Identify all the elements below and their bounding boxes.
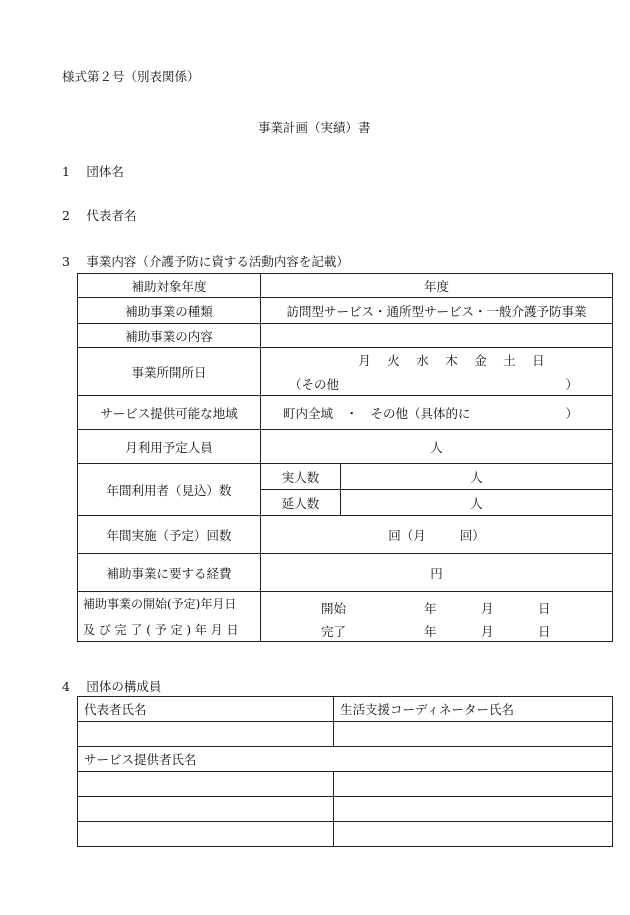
provider-name-field[interactable]: [78, 772, 334, 797]
representative-name-field[interactable]: [78, 722, 334, 747]
period-field[interactable]: [261, 592, 613, 642]
table-row: [78, 797, 613, 822]
provider-name-field[interactable]: [334, 797, 613, 822]
form-id: 様式第２号（別表関係）: [62, 69, 200, 84]
end-day: 日: [538, 623, 551, 639]
target-year-label: 補助対象年度: [78, 274, 261, 298]
section-representative-name: 2 代表者名: [62, 208, 137, 223]
representative-name-label: 代表者氏名: [78, 697, 334, 722]
section-members: 4 団体の構成員: [62, 679, 162, 694]
project-content-label: 補助事業の内容: [78, 324, 261, 348]
service-area-value: 町内全域 ・ その他（具体的に: [283, 405, 471, 421]
total-count-label: 延人数: [261, 490, 341, 516]
members-table: [77, 696, 613, 847]
start-day: 日: [538, 600, 551, 616]
monthly-users-field[interactable]: 人: [261, 430, 613, 464]
period-label-end: 及 び 完 了 ( 予 定 ) 年 月 日: [83, 623, 239, 637]
project-content-field[interactable]: [261, 324, 613, 348]
section-organization-name: 1 団体名: [62, 164, 124, 179]
target-year-value: 年度: [261, 274, 613, 298]
annual-sessions-label: 年間実施（予定）回数: [78, 516, 261, 554]
cost-label: 補助事業に要する経費: [78, 554, 261, 592]
provider-name-field[interactable]: [334, 822, 613, 847]
start-year: 年: [424, 600, 437, 616]
actual-count-row: [78, 464, 613, 490]
start-label: 開始: [321, 600, 347, 616]
section-project-content: 3 事業内容（介護予防に資する活動内容を記載）: [62, 254, 349, 269]
open-days-weekdays: 月 火 水 木 金 土 日: [358, 352, 545, 368]
open-days-row: [78, 348, 613, 396]
open-days-other-label: （その他: [289, 376, 340, 392]
coordinator-name-label: 生活支援コーディネーター氏名: [334, 697, 613, 722]
service-area-field[interactable]: [261, 396, 613, 430]
cost-field[interactable]: 円: [261, 554, 613, 592]
table-row: [78, 822, 613, 847]
project-content-row: [78, 324, 613, 348]
provider-name-field[interactable]: [78, 822, 334, 847]
annual-sessions-value: 回（月: [388, 527, 426, 543]
service-area-label: サービス提供可能な地域: [78, 396, 261, 430]
cost-row: [78, 554, 613, 592]
open-days-other-close: ）: [565, 376, 579, 392]
provider-name-label: サービス提供者氏名: [78, 747, 613, 772]
period-row: [78, 592, 613, 642]
project-type-row: [78, 298, 613, 324]
target-year-row: [78, 274, 613, 298]
period-label: [78, 592, 261, 642]
project-type-label: 補助事業の種類: [78, 298, 261, 324]
annual-sessions-field[interactable]: [261, 516, 613, 554]
monthly-users-label: 月利用予定人員: [78, 430, 261, 464]
annual-sessions-row: [78, 516, 613, 554]
start-month: 月: [481, 600, 494, 616]
page-title: 事業計画（実績）書: [258, 120, 371, 135]
end-year: 年: [424, 623, 437, 639]
actual-count-field[interactable]: 人: [341, 464, 613, 490]
total-count-field[interactable]: 人: [341, 490, 613, 516]
members-header-row: [78, 697, 613, 722]
project-type-value: 訪問型サービス・通所型サービス・一般介護予防事業: [261, 298, 613, 324]
end-label: 完了: [321, 623, 347, 639]
monthly-users-row: [78, 430, 613, 464]
annual-users-label: 年間利用者（見込）数: [78, 464, 261, 516]
members-name-row: [78, 722, 613, 747]
actual-count-label: 実人数: [261, 464, 341, 490]
open-days-field[interactable]: [261, 348, 613, 396]
provider-header-row: [78, 747, 613, 772]
provider-name-field[interactable]: [334, 772, 613, 797]
open-days-label: 事業所開所日: [78, 348, 261, 396]
project-content-table: [77, 273, 613, 642]
service-area-row: [78, 396, 613, 430]
period-label-start: 補助事業の開始(予定)年月日: [83, 597, 237, 611]
table-row: [78, 772, 613, 797]
coordinator-name-field[interactable]: [334, 722, 613, 747]
end-month: 月: [481, 623, 494, 639]
service-area-close: ）: [565, 405, 579, 421]
provider-name-field[interactable]: [78, 797, 334, 822]
annual-sessions-close: 回）: [459, 527, 485, 543]
